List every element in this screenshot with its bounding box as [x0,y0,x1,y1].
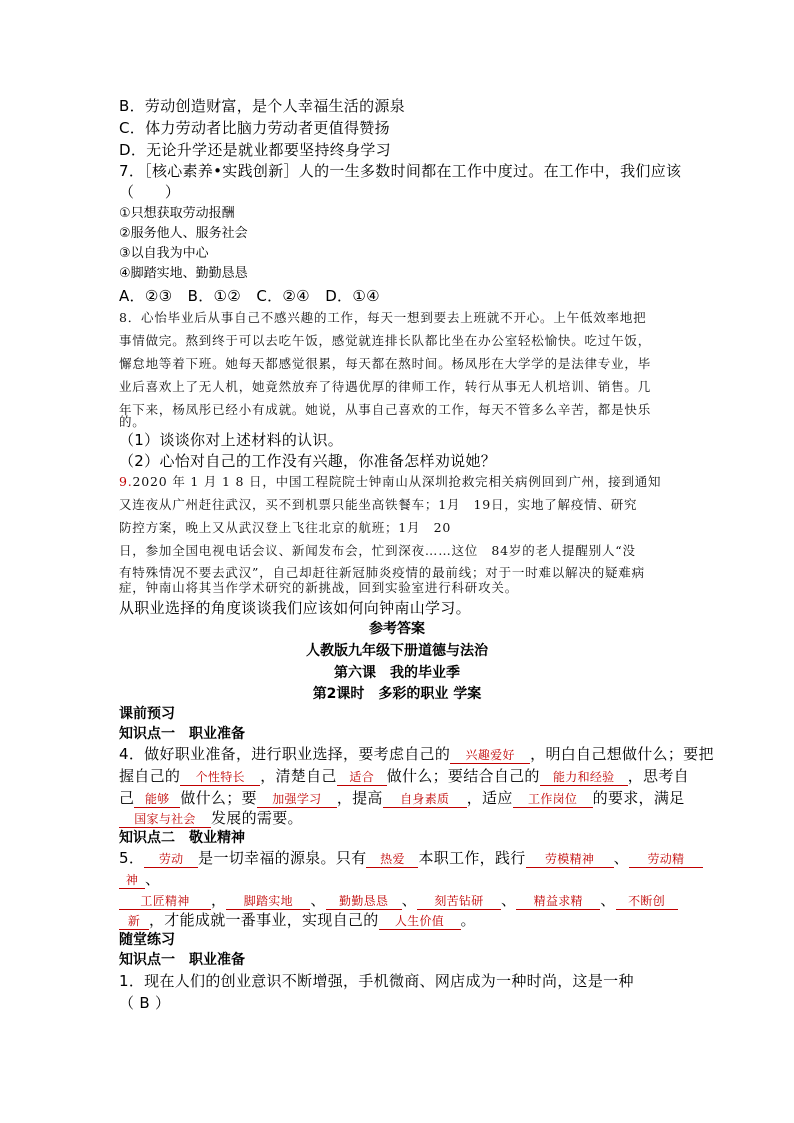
answer-5-line-4: 新 ，才能成就一番事业，实现自己的 人生价值 。 [119,910,476,930]
q6-option-c: C．体力劳动者比脑力劳动者更值得赞扬 [119,119,390,137]
answer-blank: 劳动 [144,851,198,868]
q7-blank: （ ） [119,183,181,201]
section-preview: 课前预习 [119,706,175,722]
answer-blank: 精益求精 [516,893,600,910]
answer-blank: 勤勤恳恳 [326,893,402,910]
answer-blank: 不断创 [616,893,678,910]
answer-4-line-3: 己 能够 做什么；要 加强学习 ，提高 自身素质 ，适应 工作岗位 的要求，满足 [119,789,685,807]
practice-q1-stem: 1．现在人们的创业意识不断增强，手机微商、网店成为一种时尚，这是一种 [119,972,634,990]
answer-4-line-4: 国家与社会 发展的需要。 [119,808,303,828]
q9-question: 从职业选择的角度谈谈我们应该如何向钟南山学习。 [119,599,471,617]
answer-blank: 能力和经验 [540,769,628,786]
answer-blank: 劳模精神 [526,851,614,868]
answers-period-title: 第2课时 多彩的职业 学案 [312,686,482,702]
q8-material-line: 8．心怡毕业后从事自己不感兴趣的工作，每天一想到要去上班就不开心。上午低效率地把 [119,310,647,325]
answer-blank: 自身素质 [383,791,467,808]
q6-option-d: D．无论升学还是就业都要坚持终身学习 [119,141,391,159]
section-practice: 随堂练习 [119,932,175,948]
q7-item-3: ③以自我为中心 [119,246,209,261]
answer-blank: 适合 [337,769,387,786]
answers-lesson-title: 第六课 我的毕业季 [334,665,460,681]
q6-option-b: B．劳动创造财富，是个人幸福生活的源泉 [119,97,405,115]
answers-book-title: 人教版九年级下册道德与法治 [306,643,488,659]
answer-blank: 国家与社会 [119,811,211,828]
q9-material-line: 日，参加全国电视电话会议、新闻发布会，忙到深夜……这位 84岁的老人提醒别人“没 [119,543,636,558]
knowledge-point-2: 知识点二 敬业精神 [119,830,245,846]
answer-5-line-3: 工匠精神 ， 脚踏实地 、 勤勤恳恳 、 刻苦钻研 、 精益求精 、 不断创 [119,890,678,910]
q7-options: A．②③ B．①② C．②④ D．①④ [119,287,380,305]
knowledge-point-1-practice: 知识点一 职业准备 [119,952,245,968]
q8-sub-question-1: （1）谈谈你对上述材料的认识。 [119,431,344,449]
answer-5-line-1: 5． 劳动 是一切幸福的源泉。只有 热爱 本职工作，践行 劳模精神 、 劳动精 [119,848,703,868]
answer-4-line-1: 4．做好职业准备，进行职业选择，要考虑自己的 兴趣爱好 ，明白自己想做什么；要把 [119,745,714,763]
q9-material-line: 有特殊情况不要去武汉”，自己却赶往新冠肺炎疫情的最前线；对于一时难以解决的疑难病 [119,565,645,580]
answer-blank: 热爱 [366,851,418,868]
answer-4-line-2: 握自己的 个性特长 ，清楚自己 适合 做什么；要结合自己的 能力和经验 ，思考自 [119,767,689,785]
q9-material-line: 症，钟南山将其当作学术研究的新挑战，回到实验室进行科研攻关。 [119,580,519,595]
q8-material-line: 事情做完。熬到终于可以去吃午饭，感觉就连排长队都比坐在办公室轻松愉快。吃过午饭， [119,333,652,348]
answer-blank: 人生价值 [379,913,461,930]
answers-heading: 参考答案 [369,621,425,637]
q8-material-line: 的。 [119,414,146,429]
q8-material-line: 年下来，杨凤彤已经小有成就。她说，从事自己喜欢的工作，每天不管多么辛苦，都是快乐 [119,402,652,417]
answer-5-line-2: 神 、 [119,869,160,889]
q7-stem: 7．［核心素养•实践创新］人的一生多数时间都在工作中度过。在工作中，我们应该 [119,162,682,180]
q9-number: 9. [119,474,133,489]
answer-blank: 兴趣爱好 [450,747,530,764]
answer-blank: 工匠精神 [119,893,211,910]
answer-blank: 刻苦钻研 [417,893,501,910]
q7-item-1: ①只想获取劳动报酬 [119,206,235,221]
q7-item-2: ②服务他人、服务社会 [119,226,248,241]
q9-material-line: 又连夜从广州赶往武汉，买不到机票只能坐高铁餐车；1月 19日，实地了解疫情、研究 [119,497,638,512]
q8-material-line: 业后喜欢上了无人机，她竟然放弃了待遇优厚的律师工作，转行从事无人机培训、销售。几 [119,379,652,394]
answer-blank: 能够 [134,791,180,808]
answer-blank: 脚踏实地 [226,893,310,910]
answer-blank: 新 [119,913,149,930]
q8-material-line: 懈怠地等着下班。她每天都感觉很累，每天都在熬时间。杨凤彤在大学学的是法律专业，毕 [119,356,652,371]
answer-blank: 劳动精 [629,851,703,868]
practice-q1-answer: （ B ） [119,994,171,1012]
knowledge-point-1: 知识点一 职业准备 [119,726,245,742]
answer-blank: 加强学习 [257,791,337,808]
answer-blank: 工作岗位 [513,791,593,808]
q7-item-4: ④脚踏实地、勤勤恳恳 [119,266,248,281]
answer-blank: 个性特长 [180,769,260,786]
q9-material-line: 防控方案，晚上又从武汉登上飞往北京的航班；1月 20 [119,520,452,535]
q8-sub-question-2: （2）心怡对自己的工作没有兴趣，你准备怎样劝说她？ [119,452,497,470]
answer-blank: 神 [119,872,145,889]
q9-line-1: 9.2020 年 1 月 1 8 日，中国工程院院士钟南山从深圳抢救完相关病例回到广州，接到通知 [119,474,662,489]
